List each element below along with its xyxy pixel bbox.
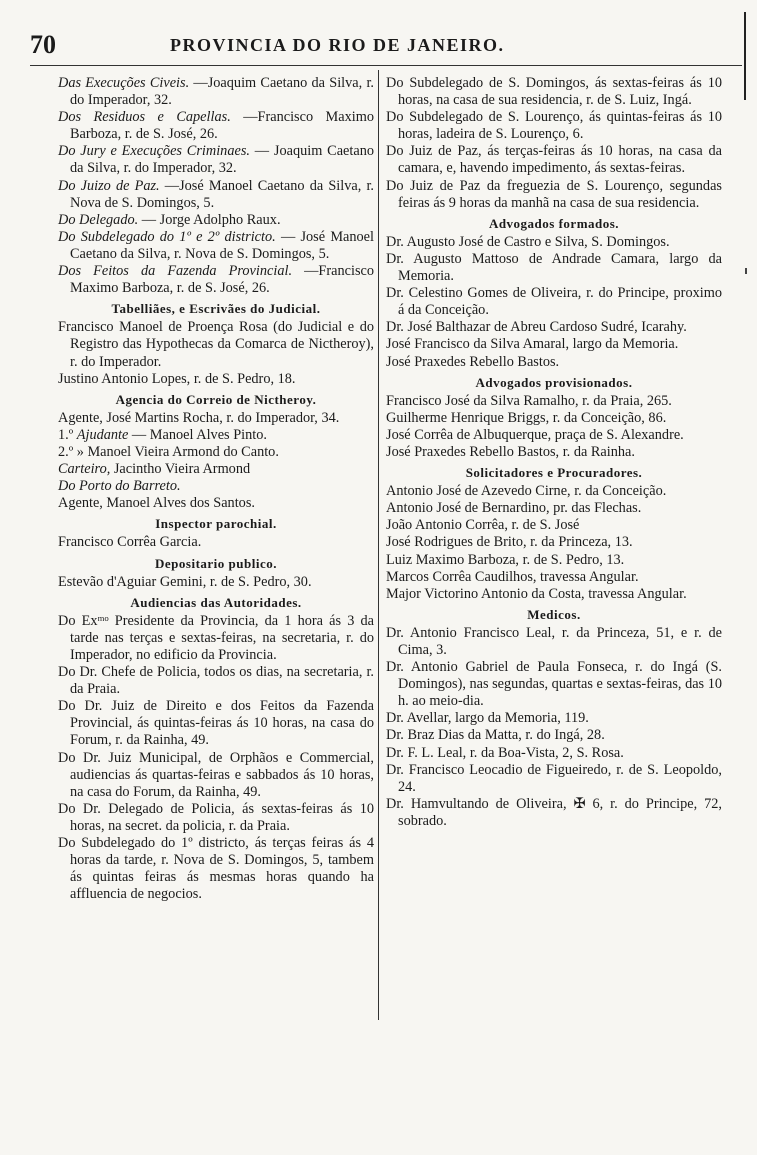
directory-entry [58, 212, 374, 229]
directory-entry [58, 229, 374, 263]
entry-text: Dr. Antonio Francisco Leal, r. da Princeza, 51, e r. de Cima, 3. [386, 624, 722, 658]
entry-text: Justino Antonio Lopes, r. de S. Pedro, 18. [58, 370, 296, 387]
entry-text: — José Manoel Caetano da Silva, r. Nova de S. Domingos, 5. [70, 228, 374, 262]
entry-text: Do Juiz de Paz, ás terças-feiras ás 10 horas, na casa da camara, e, havendo impedimento, ás sextas-feiras. [386, 143, 722, 177]
directory-entry [58, 750, 374, 801]
directory-entry [58, 319, 374, 370]
entry-title: Do Porto do Barreto. [58, 478, 181, 495]
section-heading: Agencia do Correio de Nictheroy. [115, 391, 317, 407]
entry-text: Major Victorino Antonio da Costa, travessa Angular. [386, 585, 687, 602]
margin-bar [744, 12, 746, 100]
entry-text: — Manoel Alves Pinto. [128, 426, 267, 443]
directory-entry [386, 569, 722, 586]
directory-entry [386, 552, 722, 569]
directory-entry [58, 444, 374, 461]
directory-entry [386, 427, 722, 444]
entry-text: José Corrêa de Albuquerque, praça de S. Alexandre. [386, 426, 684, 443]
entry-title: Do Subdelegado do 1º e 2º districto. [58, 228, 276, 245]
entry-text: Francisco José da Silva Ramalho, r. da Praia, 265. [386, 392, 672, 409]
directory-entry [386, 393, 722, 410]
entry-text: 2.º » Manoel Vieira Armond do Canto. [58, 443, 279, 460]
column-divider [378, 70, 379, 1020]
directory-entry [58, 461, 374, 478]
directory-entry [386, 727, 722, 744]
page-number: 70 [30, 30, 56, 59]
entry-text: José Rodrigues de Brito, r. da Princeza, 13. [386, 534, 633, 551]
directory-entry [386, 178, 722, 212]
directory-entry [386, 534, 722, 551]
directory-entry [386, 762, 722, 796]
entry-text: Do Dr. Delegado de Policia, ás sextas-feiras ás 10 horas, na secret. da policia, r. da Praia. [58, 800, 374, 834]
directory-entry [386, 500, 722, 517]
directory-entry [58, 478, 374, 495]
directory-entry [58, 178, 374, 212]
directory-entry [58, 664, 374, 698]
directory-entry [58, 698, 374, 749]
directory-entry [386, 444, 722, 461]
entry-text: Do Subdelegado de S. Lourenço, ás quintas-feiras ás 10 horas, ladeira de S. Lourenço, 6. [386, 109, 722, 143]
entry-text: —José Manoel Caetano da Silva, r. Nova de S. Domingos, 5. [70, 177, 375, 211]
header-rule [30, 65, 742, 66]
directory-entry [386, 109, 722, 143]
directory-entry [386, 410, 722, 427]
section-heading: Audiencias das Autoridades. [130, 594, 302, 610]
entry-text: Dr. Avellar, largo da Memoria, 119. [386, 710, 589, 727]
directory-entry [386, 143, 722, 177]
section-heading: Advogados provisionados. [475, 374, 633, 390]
entry-title: Carteiro, [58, 461, 111, 478]
entry-text: Do Subdelegado do 1º districto, ás terças feiras ás 4 horas da tarde, r. Nova de S. Domingos, 5, tambem ás quintas feiras ás mesmas horas quando ha affluencia de negocios. [58, 835, 374, 903]
directory-entry [386, 745, 722, 762]
entry-text: Francisco Corrêa Garcia. [58, 534, 202, 551]
section-heading: Tabelliães, e Escrivães do Judicial. [111, 301, 321, 317]
entry-text: Do Dr. Juiz de Direito e dos Feitos da Fazenda Provincial, ás quintas-feiras ás 10 horas, na casa do Forum, r. da Rainha, 49. [58, 698, 374, 749]
running-title: PROVINCIA DO RIO DE JANEIRO. [170, 35, 505, 55]
directory-entry [386, 710, 722, 727]
entry-text: José Francisco da Silva Amaral, largo da Memoria. [386, 336, 679, 353]
directory-entry [58, 143, 374, 177]
entry-text: Do Juiz de Paz da freguezia de S. Lourenço, segundas feiras ás 9 horas da manhã na casa de sua residencia. [386, 177, 722, 211]
section-heading: Solicitadores e Procuradores. [465, 465, 643, 481]
entry-text: —Joaquim Caetano da Silva, r. do Imperador, 32. [70, 75, 374, 109]
entry-text: Do Dr. Juiz Municipal, de Orphãos e Commercial, audiencias ás quartas-feiras e sabbados ás 10 horas, na casa do Forum, da Rainha, 49. [58, 749, 374, 800]
directory-entry [58, 534, 374, 551]
entry-text: Dr. Augusto Mattoso de Andrade Camara, largo da Memoria. [386, 250, 722, 285]
directory-entry [58, 613, 374, 664]
entry-text: —Francisco Maximo Barboza, r. de S. José, 26. [70, 109, 374, 143]
directory-entry [386, 285, 722, 319]
directory-entry [58, 574, 374, 591]
entry-text: Dr. Antonio Gabriel de Paula Fonseca, r. do Ingá (S. Domingos), nas segundas, quartas e sextas-feiras, das 10 h. ao meio-dia. [386, 659, 722, 710]
directory-entry [58, 801, 374, 835]
directory-entry [386, 625, 722, 659]
entry-text: Dr. Braz Dias da Matta, r. do Ingá, 28. [386, 727, 605, 744]
entry-text: Dr. Augusto José de Castro e Silva, S. Domingos. [386, 233, 670, 250]
entry-text: — Joaquim Caetano da Silva, r. do Imperador, 32. [70, 143, 375, 177]
entry-text: Agente, Manoel Alves dos Santos. [58, 495, 255, 512]
directory-entry [58, 835, 374, 903]
entry-text: Dr. F. L. Leal, r. da Boa-Vista, 2, S. Rosa. [386, 744, 624, 761]
entry-text: Jacintho Vieira Armond [110, 461, 251, 478]
entry-text: Dr. Francisco Leocadio de Figueiredo, r. de S. Leopoldo, 24. [386, 761, 722, 795]
entry-text: Luiz Maximo Barboza, r. de S. Pedro, 13. [386, 551, 625, 568]
directory-entry [386, 659, 722, 710]
entry-text: Antonio José de Azevedo Cirne, r. da Conceição. [386, 483, 667, 500]
directory-entry [58, 410, 374, 427]
entry-text: Estevão d'Aguiar Gemini, r. de S. Pedro, 30. [58, 573, 312, 590]
directory-entry [58, 495, 374, 512]
directory-entry [386, 483, 722, 500]
entry-text: José Praxedes Rebello Bastos, r. da Rainha. [386, 443, 635, 460]
left-column [58, 75, 374, 903]
entry-title: Ajudante [76, 426, 129, 443]
entry-text: Do Subdelegado de S. Domingos, ás sextas-feiras ás 10 horas, na casa de sua residencia, r. de S. Luiz, Ingá. [386, 75, 722, 109]
entry-text: Dr. Hamvultando de Oliveira, ✠ 6, r. do Principe, 72, sobrado. [386, 795, 722, 829]
entry-text: Do Dr. Chefe de Policia, todos os dias, na secretaria, r. da Praia. [58, 664, 374, 698]
entry-text: Francisco Manoel de Proença Rosa (do Judicial e do Registro das Hypothecas da Comarca de Nictheroy), r. do Imperador. [58, 319, 374, 370]
entry-title: Do Jury e Execuções Criminaes. [58, 143, 250, 160]
entry-title: Das Execuções Civeis. [58, 75, 190, 91]
entry-text: Guilherme Henrique Briggs, r. da Conceição, 86. [386, 409, 667, 426]
entry-text: Dr. José Balthazar de Abreu Cardoso Sudré, Icarahy. [386, 319, 687, 336]
directory-entry [58, 427, 374, 444]
directory-entry [386, 796, 722, 830]
directory-entry [386, 75, 722, 109]
entry-title: Dos Residuos e Capellas. [58, 109, 231, 126]
entry-text: Antonio José de Bernardino, pr. das Flechas. [386, 500, 642, 517]
directory-entry [386, 234, 722, 251]
directory-entry [58, 371, 374, 388]
section-heading: Inspector parochial. [155, 516, 277, 532]
directory-entry [58, 109, 374, 143]
entry-title: Do Juizo de Paz. [58, 177, 160, 194]
section-heading: Advogados formados. [488, 215, 620, 231]
entry-text: Do Exᵐᵒ Presidente da Provincia, da 1 hora ás 3 da tarde nas terças e sextas-feiras, na secretaria, r. do Imperador, no edificio da Provincia. [58, 612, 374, 663]
directory-entry [386, 336, 722, 353]
directory-entry [386, 586, 722, 603]
entry-title: Dos Feitos da Fazenda Provincial. [58, 263, 293, 280]
entry-text: Dr. Celestino Gomes de Oliveira, r. do Principe, proximo á da Conceição. [386, 285, 722, 319]
margin-mark [745, 268, 747, 274]
directory-entry [58, 263, 374, 297]
directory-entry [386, 319, 722, 336]
entry-text: Agente, José Martins Rocha, r. do Imperador, 34. [58, 409, 340, 426]
entry-text: —Francisco Maximo Barboza, r. de S. José, 26. [70, 263, 375, 297]
entry-text: — Jorge Adolpho Raux. [138, 211, 281, 228]
right-column [386, 75, 722, 830]
section-heading: Medicos. [527, 606, 581, 622]
entry-text: 1.º [58, 426, 77, 443]
directory-entry [386, 517, 722, 534]
entry-title: Do Delegado. [58, 211, 139, 228]
section-heading: Depositario publico. [155, 555, 277, 571]
entry-text: Marcos Corrêa Caudilhos, travessa Angular. [386, 568, 639, 585]
directory-entry [386, 354, 722, 371]
entry-text: João Antonio Corrêa, r. de S. José [386, 517, 580, 534]
directory-entry [58, 75, 374, 109]
directory-entry [386, 251, 722, 285]
entry-text: José Praxedes Rebello Bastos. [386, 353, 560, 370]
